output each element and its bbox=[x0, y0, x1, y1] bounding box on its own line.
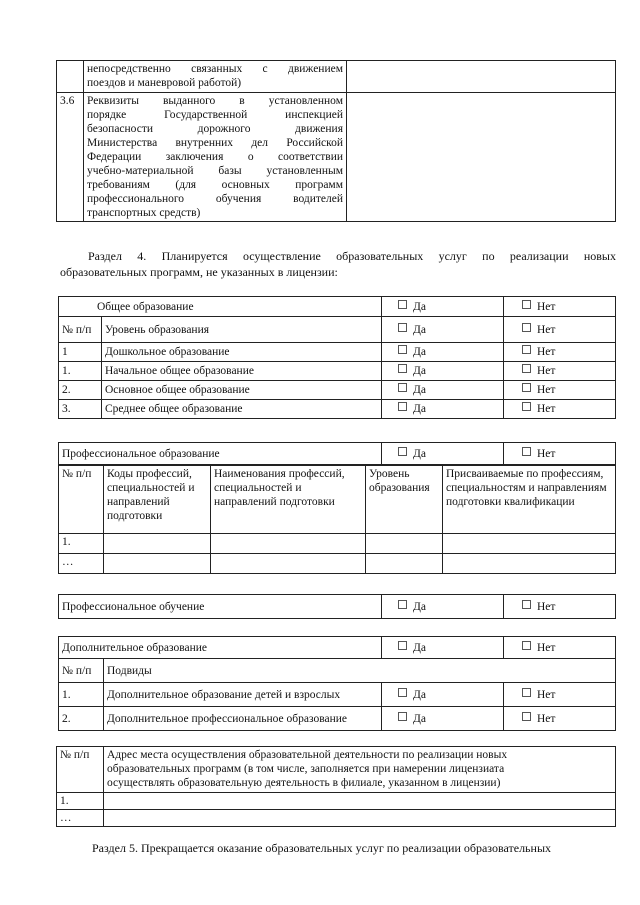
yes-label: Да bbox=[413, 688, 426, 701]
row-value bbox=[347, 93, 616, 222]
cell bbox=[211, 534, 366, 554]
checkbox-icon[interactable] bbox=[522, 641, 531, 650]
cell bbox=[366, 554, 443, 574]
address-header bbox=[104, 747, 616, 793]
checkbox-icon[interactable] bbox=[398, 402, 407, 411]
table-row bbox=[57, 793, 616, 810]
cell bbox=[443, 534, 616, 554]
col-num-header: № п/п bbox=[59, 466, 104, 534]
no-label: Нет bbox=[537, 447, 556, 460]
checkbox-icon[interactable] bbox=[522, 712, 531, 721]
yes-option[interactable] bbox=[382, 362, 504, 381]
col-qualification-header: Присваиваемые по профессиям, специальностям и направлениям подготовки квалификации bbox=[443, 466, 616, 534]
table-row bbox=[59, 400, 616, 419]
checkbox-icon[interactable] bbox=[398, 600, 407, 609]
no-option[interactable] bbox=[504, 637, 616, 659]
section-4-line-2: образовательных программ, не указанных в лицензии: bbox=[60, 265, 338, 279]
text-line: Адрес места осуществления образовательной деятельности по реализации новых bbox=[107, 749, 508, 761]
text-line: требованиям (для основных программ bbox=[87, 179, 343, 191]
row-number: 1. bbox=[59, 534, 104, 554]
row-name: Среднее общее образование bbox=[102, 400, 382, 419]
text-line: образовательных программ (в том числе, заполняется при намерении лицензиата bbox=[107, 763, 505, 775]
cell bbox=[104, 810, 616, 827]
no-option[interactable] bbox=[504, 297, 616, 317]
yes-label: Да bbox=[413, 346, 426, 358]
table-row bbox=[59, 362, 616, 381]
yes-label: Да bbox=[413, 300, 426, 313]
row-number: … bbox=[59, 554, 104, 574]
row-number: 3.6 bbox=[57, 93, 84, 222]
no-label: Нет bbox=[537, 403, 556, 415]
row-value bbox=[347, 61, 616, 93]
section-4-line-1: Раздел 4. Планируется осуществление образовательных услуг по реализации новых bbox=[88, 249, 616, 263]
yes-label: Да bbox=[413, 712, 426, 725]
checkbox-icon[interactable] bbox=[398, 641, 407, 650]
col-names-header: Наименования профессий, специальностей и направлений подготовки bbox=[211, 466, 366, 534]
row-text bbox=[84, 93, 347, 222]
row-number: 1 bbox=[59, 343, 102, 362]
row-name: Дополнительное образование детей и взрослых bbox=[104, 683, 382, 707]
row-name: Дошкольное образование bbox=[102, 343, 382, 362]
yes-option[interactable] bbox=[382, 400, 504, 419]
table-row bbox=[59, 534, 616, 554]
professional-education-title: Профессиональное образование bbox=[59, 443, 382, 465]
no-option[interactable] bbox=[504, 317, 616, 343]
checkbox-icon[interactable] bbox=[522, 688, 531, 697]
checkbox-icon[interactable] bbox=[398, 300, 407, 309]
checkbox-icon[interactable] bbox=[398, 364, 407, 373]
no-label: Нет bbox=[537, 600, 556, 613]
row-name: Дополнительное профессиональное образование bbox=[104, 707, 382, 731]
no-option[interactable] bbox=[504, 683, 616, 707]
yes-option[interactable] bbox=[382, 707, 504, 731]
no-label: Нет bbox=[537, 323, 556, 336]
cell bbox=[443, 554, 616, 574]
yes-label: Да bbox=[413, 447, 426, 460]
professional-education-table bbox=[58, 465, 616, 574]
checkbox-icon[interactable] bbox=[522, 402, 531, 411]
text-line: Реквизиты выданного в установленном bbox=[87, 95, 343, 107]
professional-education-title-table bbox=[58, 442, 616, 465]
num-header: № п/п bbox=[59, 659, 104, 683]
subtypes-header: Подвиды bbox=[104, 659, 616, 683]
yes-label: Да bbox=[413, 403, 426, 415]
cell bbox=[104, 793, 616, 810]
col-codes-header: Коды профессий, специальностей и направлений подготовки bbox=[104, 466, 211, 534]
checkbox-icon[interactable] bbox=[522, 383, 531, 392]
row-number: 2. bbox=[59, 707, 104, 731]
yes-option[interactable] bbox=[382, 595, 504, 619]
yes-option[interactable] bbox=[382, 443, 504, 465]
no-label: Нет bbox=[537, 688, 556, 701]
row-number: 3. bbox=[59, 400, 102, 419]
text-line: учебно-материальной базы установленным bbox=[87, 165, 343, 177]
no-label: Нет bbox=[537, 346, 556, 358]
yes-option[interactable] bbox=[382, 343, 504, 362]
professional-training-title: Профессиональное обучение bbox=[59, 595, 382, 619]
yes-option[interactable] bbox=[382, 317, 504, 343]
yes-option[interactable] bbox=[382, 637, 504, 659]
table-row bbox=[59, 554, 616, 574]
text-line: непосредственно связанных с движением bbox=[87, 63, 343, 75]
checkbox-icon[interactable] bbox=[398, 447, 407, 456]
row-name: Основное общее образование bbox=[102, 381, 382, 400]
checkbox-icon[interactable] bbox=[398, 345, 407, 354]
no-label: Нет bbox=[537, 300, 556, 313]
yes-label: Да bbox=[413, 641, 426, 654]
row-number: … bbox=[57, 810, 104, 827]
no-label: Нет bbox=[537, 641, 556, 654]
row-name: Начальное общее образование bbox=[102, 362, 382, 381]
table-row bbox=[59, 683, 616, 707]
yes-label: Да bbox=[413, 365, 426, 377]
text-line: профессионального обучения водителей bbox=[87, 193, 343, 205]
text-line: поездов и маневровой работой) bbox=[87, 77, 242, 89]
num-header: № п/п bbox=[59, 317, 102, 343]
address-table bbox=[56, 746, 616, 827]
no-option[interactable] bbox=[504, 443, 616, 465]
row-number: 1. bbox=[59, 362, 102, 381]
no-label: Нет bbox=[537, 365, 556, 377]
level-header: Уровень образования bbox=[102, 317, 382, 343]
text-line: осуществлять образовательную деятельность в филиале, указанном в лицензии) bbox=[107, 777, 501, 789]
num-header: № п/п bbox=[57, 747, 104, 793]
row-number bbox=[57, 61, 84, 93]
text-line: Министерства внутренних дел Российской bbox=[87, 137, 343, 149]
section-5-line-1: Раздел 5. Прекращается оказание образовательных услуг по реализации образовательных bbox=[92, 841, 552, 855]
cell bbox=[211, 554, 366, 574]
additional-education-title: Дополнительное образование bbox=[59, 637, 382, 659]
no-label: Нет bbox=[537, 712, 556, 725]
checkbox-icon[interactable] bbox=[398, 712, 407, 721]
general-education-table bbox=[58, 296, 616, 419]
text-line: Федерации заключения о соответствии bbox=[87, 151, 343, 163]
yes-label: Да bbox=[413, 600, 426, 613]
cell bbox=[366, 534, 443, 554]
text-line: транспортных средств) bbox=[87, 207, 201, 219]
text-line: порядке Государственной инспекцией bbox=[87, 109, 343, 121]
checkbox-icon[interactable] bbox=[398, 323, 407, 332]
checkbox-icon[interactable] bbox=[522, 345, 531, 354]
row-text bbox=[84, 61, 347, 93]
row-number: 1. bbox=[59, 683, 104, 707]
no-option[interactable] bbox=[504, 400, 616, 419]
cell bbox=[104, 534, 211, 554]
checkbox-icon[interactable] bbox=[522, 600, 531, 609]
checkbox-icon[interactable] bbox=[522, 447, 531, 456]
no-option[interactable] bbox=[504, 381, 616, 400]
table-row bbox=[59, 343, 616, 362]
col-level-header: Уровень образования bbox=[366, 466, 443, 534]
professional-training-table bbox=[58, 594, 616, 619]
cell bbox=[104, 554, 211, 574]
checkbox-icon[interactable] bbox=[522, 300, 531, 309]
checkbox-icon[interactable] bbox=[522, 364, 531, 373]
table-row bbox=[59, 381, 616, 400]
row-number: 1. bbox=[57, 793, 104, 810]
yes-option[interactable] bbox=[382, 381, 504, 400]
yes-option[interactable] bbox=[382, 683, 504, 707]
no-option[interactable] bbox=[504, 362, 616, 381]
text-line: безопасности дорожного движения bbox=[87, 123, 343, 135]
table-row bbox=[57, 810, 616, 827]
yes-label: Да bbox=[413, 384, 426, 396]
no-option[interactable] bbox=[504, 343, 616, 362]
no-option[interactable] bbox=[504, 595, 616, 619]
requisites-table bbox=[56, 60, 616, 222]
yes-option[interactable] bbox=[382, 297, 504, 317]
no-option[interactable] bbox=[504, 707, 616, 731]
additional-education-table bbox=[58, 636, 616, 731]
general-education-title: Общее образование bbox=[59, 297, 382, 317]
checkbox-icon[interactable] bbox=[398, 688, 407, 697]
checkbox-icon[interactable] bbox=[398, 383, 407, 392]
checkbox-icon[interactable] bbox=[522, 323, 531, 332]
yes-label: Да bbox=[413, 323, 426, 336]
no-label: Нет bbox=[537, 384, 556, 396]
table-row bbox=[59, 707, 616, 731]
row-number: 2. bbox=[59, 381, 102, 400]
